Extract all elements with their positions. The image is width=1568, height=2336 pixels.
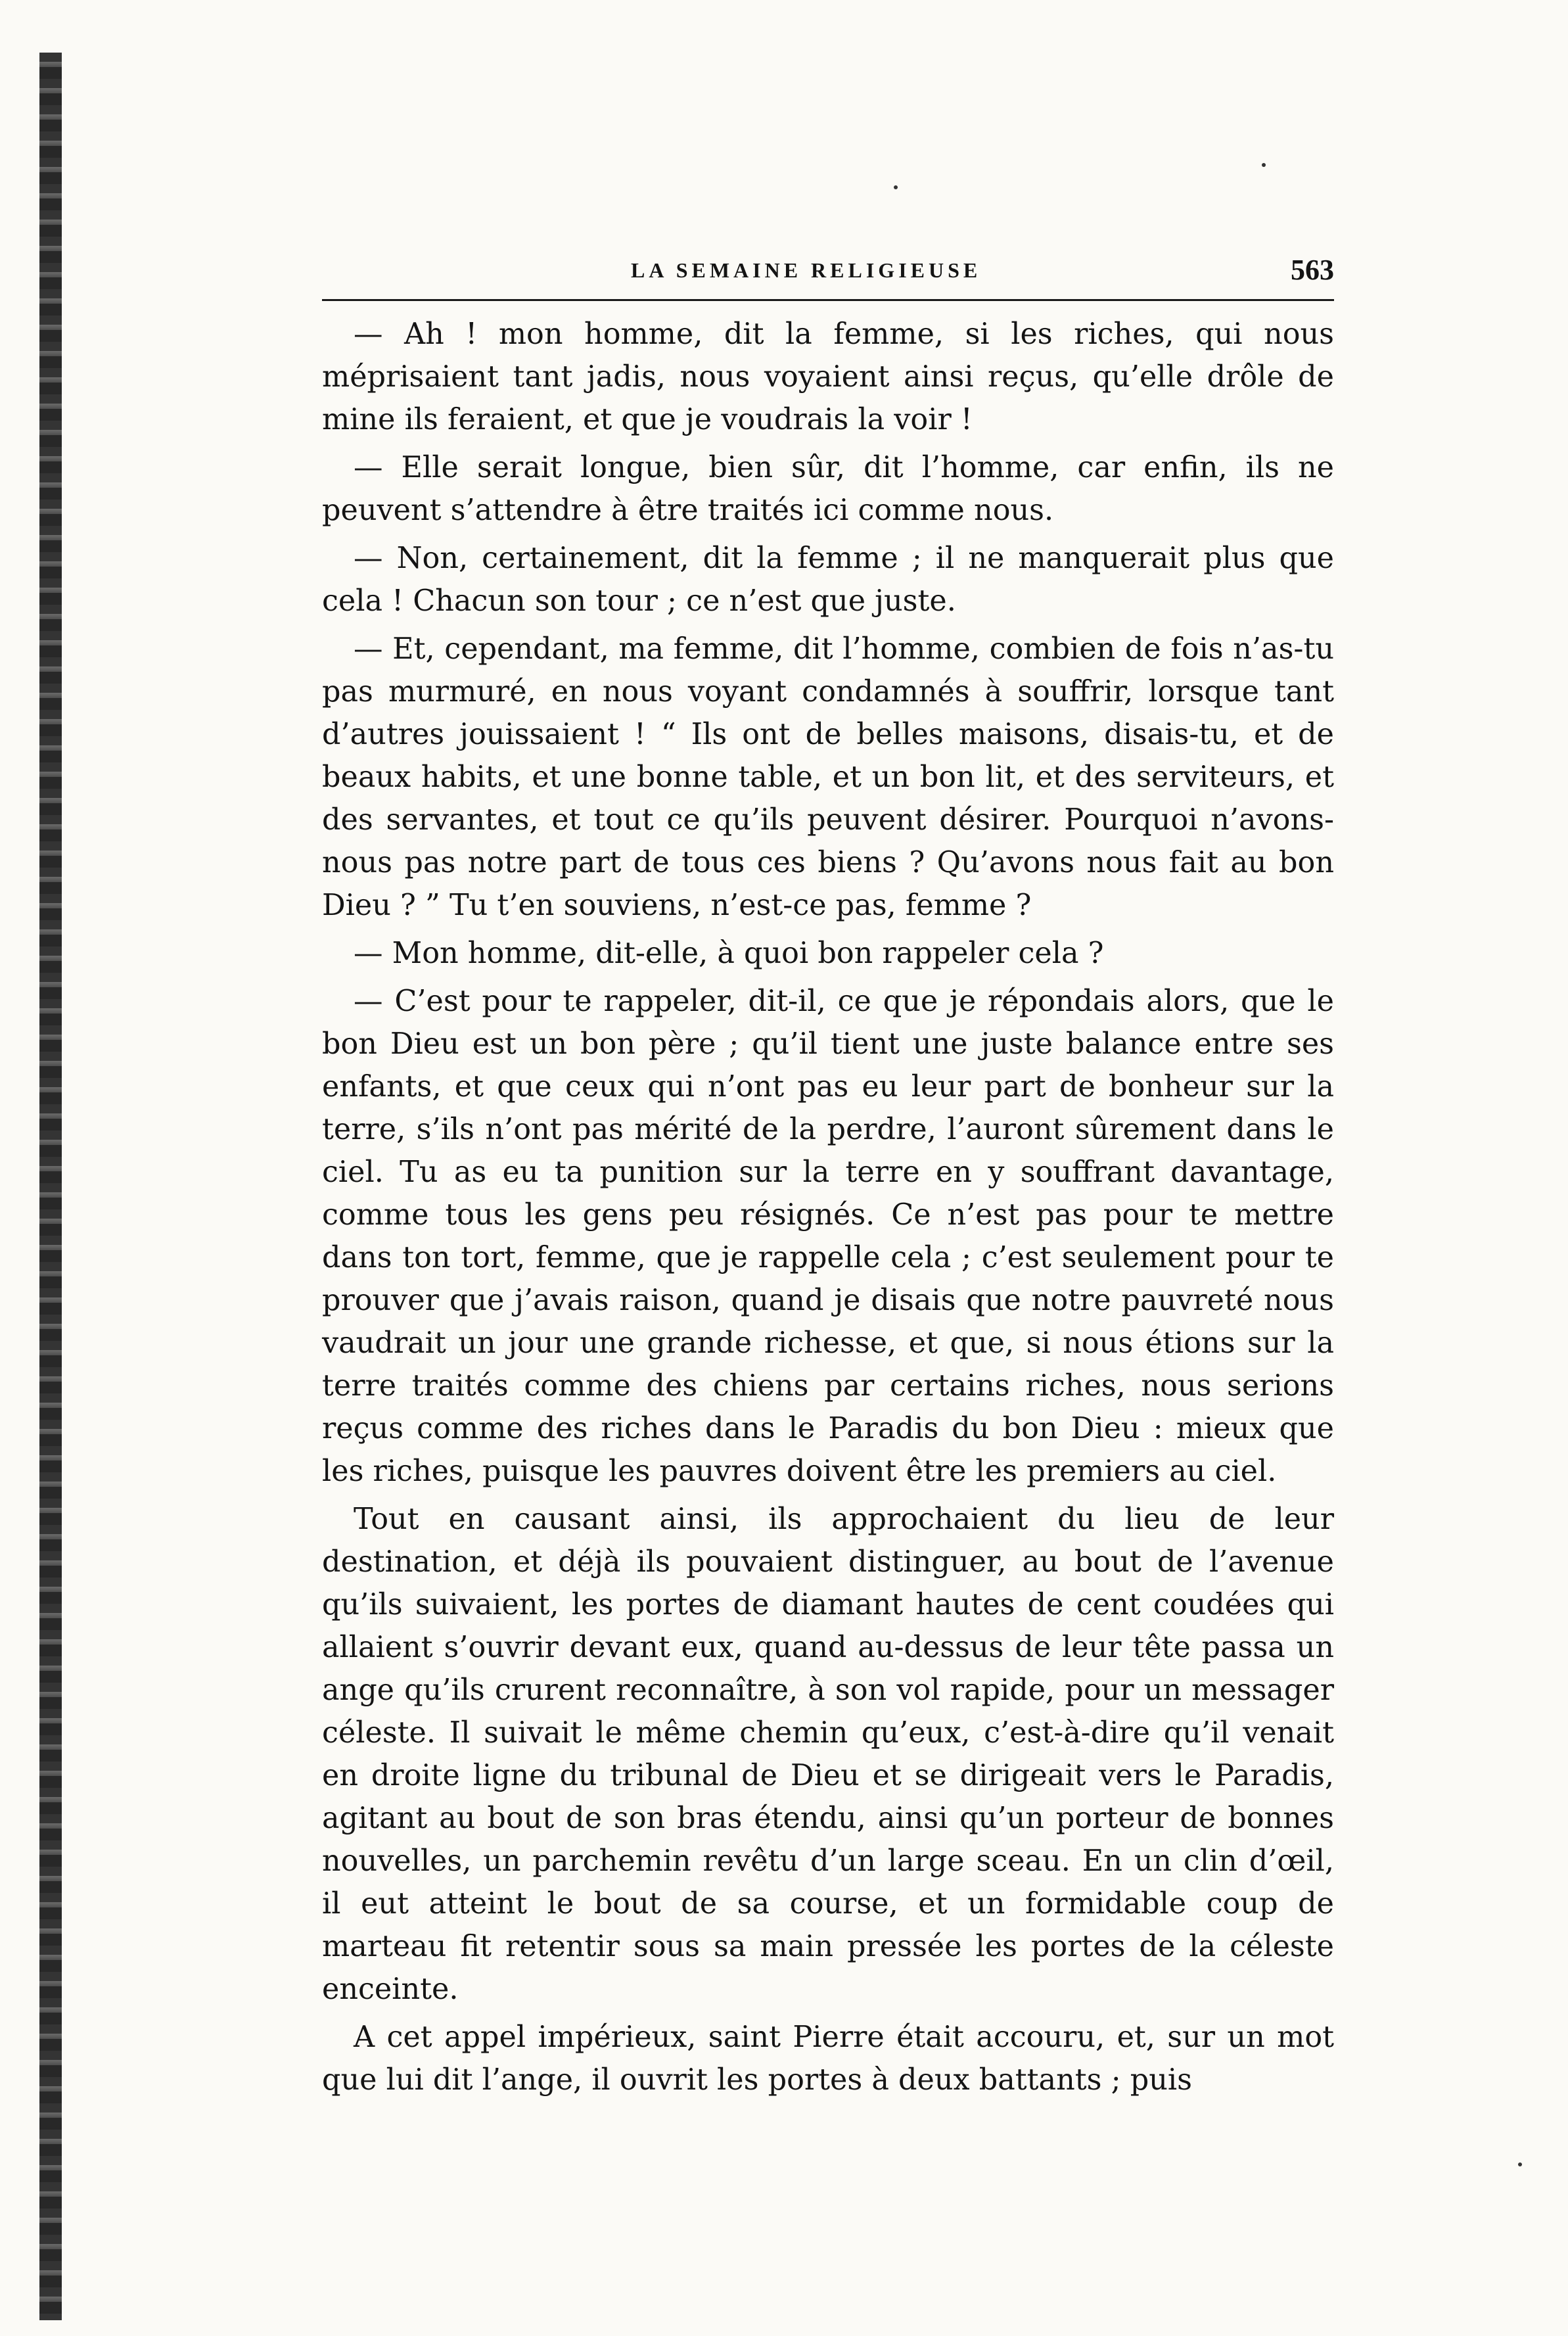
paragraph: A cet appel impérieux, saint Pierre était accouru, et, sur un mot que lui dit l’ange, il ouvrit les portes à deux battants ; puis [322,2021,1334,2097]
paragraph: — Et, cependant, ma femme, dit l’homme, combien de fois n’as-tu pas murmuré, en nous voyant condamnés à souffrir, lorsque tant d’autres jouissaient ! “ Ils ont de belles maisons, disais-tu, et de beaux habits, et une bonne table, et un bon lit, et des serviteurs, et des servantes, et tout ce qu’ils peuvent désirer. Pourquoi n’avons-nous pas notre part de tous ces biens ? Qu’avons nous fait au bon Dieu ? ” Tu t’en souviens, n’est-ce pas, femme ? [322,632,1334,922]
paragraph: — Mon homme, dit-elle, à quoi bon rappeler cela ? [354,937,1104,970]
running-head [322,253,1334,301]
paragraph: Tout en causant ainsi, ils approchaient du lieu de leur destination, et déjà ils pouvaient distinguer, au bout de l’avenue qu’ils suivaient, les portes de diamant hautes de cent coudées qui allaient s’ouvrir devant eux, quand au-dessus de leur tête passa un ange qu’ils crurent reconnaître, à son vol rapide, pour un messager céleste. Il suivait le même chemin qu’eux, c’est-à-dire qu’il venait en droite ligne du tribunal de Dieu et se dirigeait vers le Paradis, agitant au bout de son bras étendu, ainsi qu’un porteur de bonnes nouvelles, un parchemin revêtu d’un large sceau. En un clin d’œil, il eut atteint le bout de sa course, et un formidable coup de marteau fit retentir sous sa main pressée les portes de la céleste enceinte. [322,1503,1334,2006]
page-number: 563 [1291,254,1334,286]
paragraph: — Ah ! mon homme, dit la femme, si les riches, qui nous méprisaient tant jadis, nous voyaient ainsi reçus, qu’elle drôle de mine ils feraient, et que je voudrais la voir ! [322,317,1334,436]
running-title: LA SEMAINE RELIGIEUSE [631,258,982,282]
paragraph: — Elle serait longue, bien sûr, dit l’homme, car enfin, ils ne peuvent s’attendre à être traités ici comme nous. [322,451,1334,527]
scan-speck [1518,2162,1522,2166]
scan-speck [894,185,898,189]
page [322,253,1334,2291]
scan-binding-edge [39,53,62,2320]
paragraph: — C’est pour te rappeler, dit-il, ce que je répondais alors, que le bon Dieu est un bon père ; qu’il tient une juste balance entre ses enfants, et que ceux qui n’ont pas eu leur part de bonheur sur la terre, s’ils n’ont pas mérité de la perdre, l’auront sûrement dans le ciel. Tu as eu ta punition sur la terre en y souffrant davantage, comme tous les gens peu résignés. Ce n’est pas pour te mettre dans ton tort, femme, que je rappelle cela ; c’est seulement pour te prouver que j’avais raison, quand je disais que notre pauvreté nous vaudrait un jour une grande richesse, et que, si nous étions sur la terre traités comme des chiens par certains riches, nous serions reçus comme des riches dans le Paradis du bon Dieu : mieux que les riches, puisque les pauvres doivent être les premiers au ciel. [322,985,1334,1488]
paragraph: — Non, certainement, dit la femme ; il ne manquerait plus que cela ! Chacun son tour ; ce n’est que juste. [322,542,1334,618]
scan-speck [1262,163,1266,167]
body-text [322,313,1334,2101]
